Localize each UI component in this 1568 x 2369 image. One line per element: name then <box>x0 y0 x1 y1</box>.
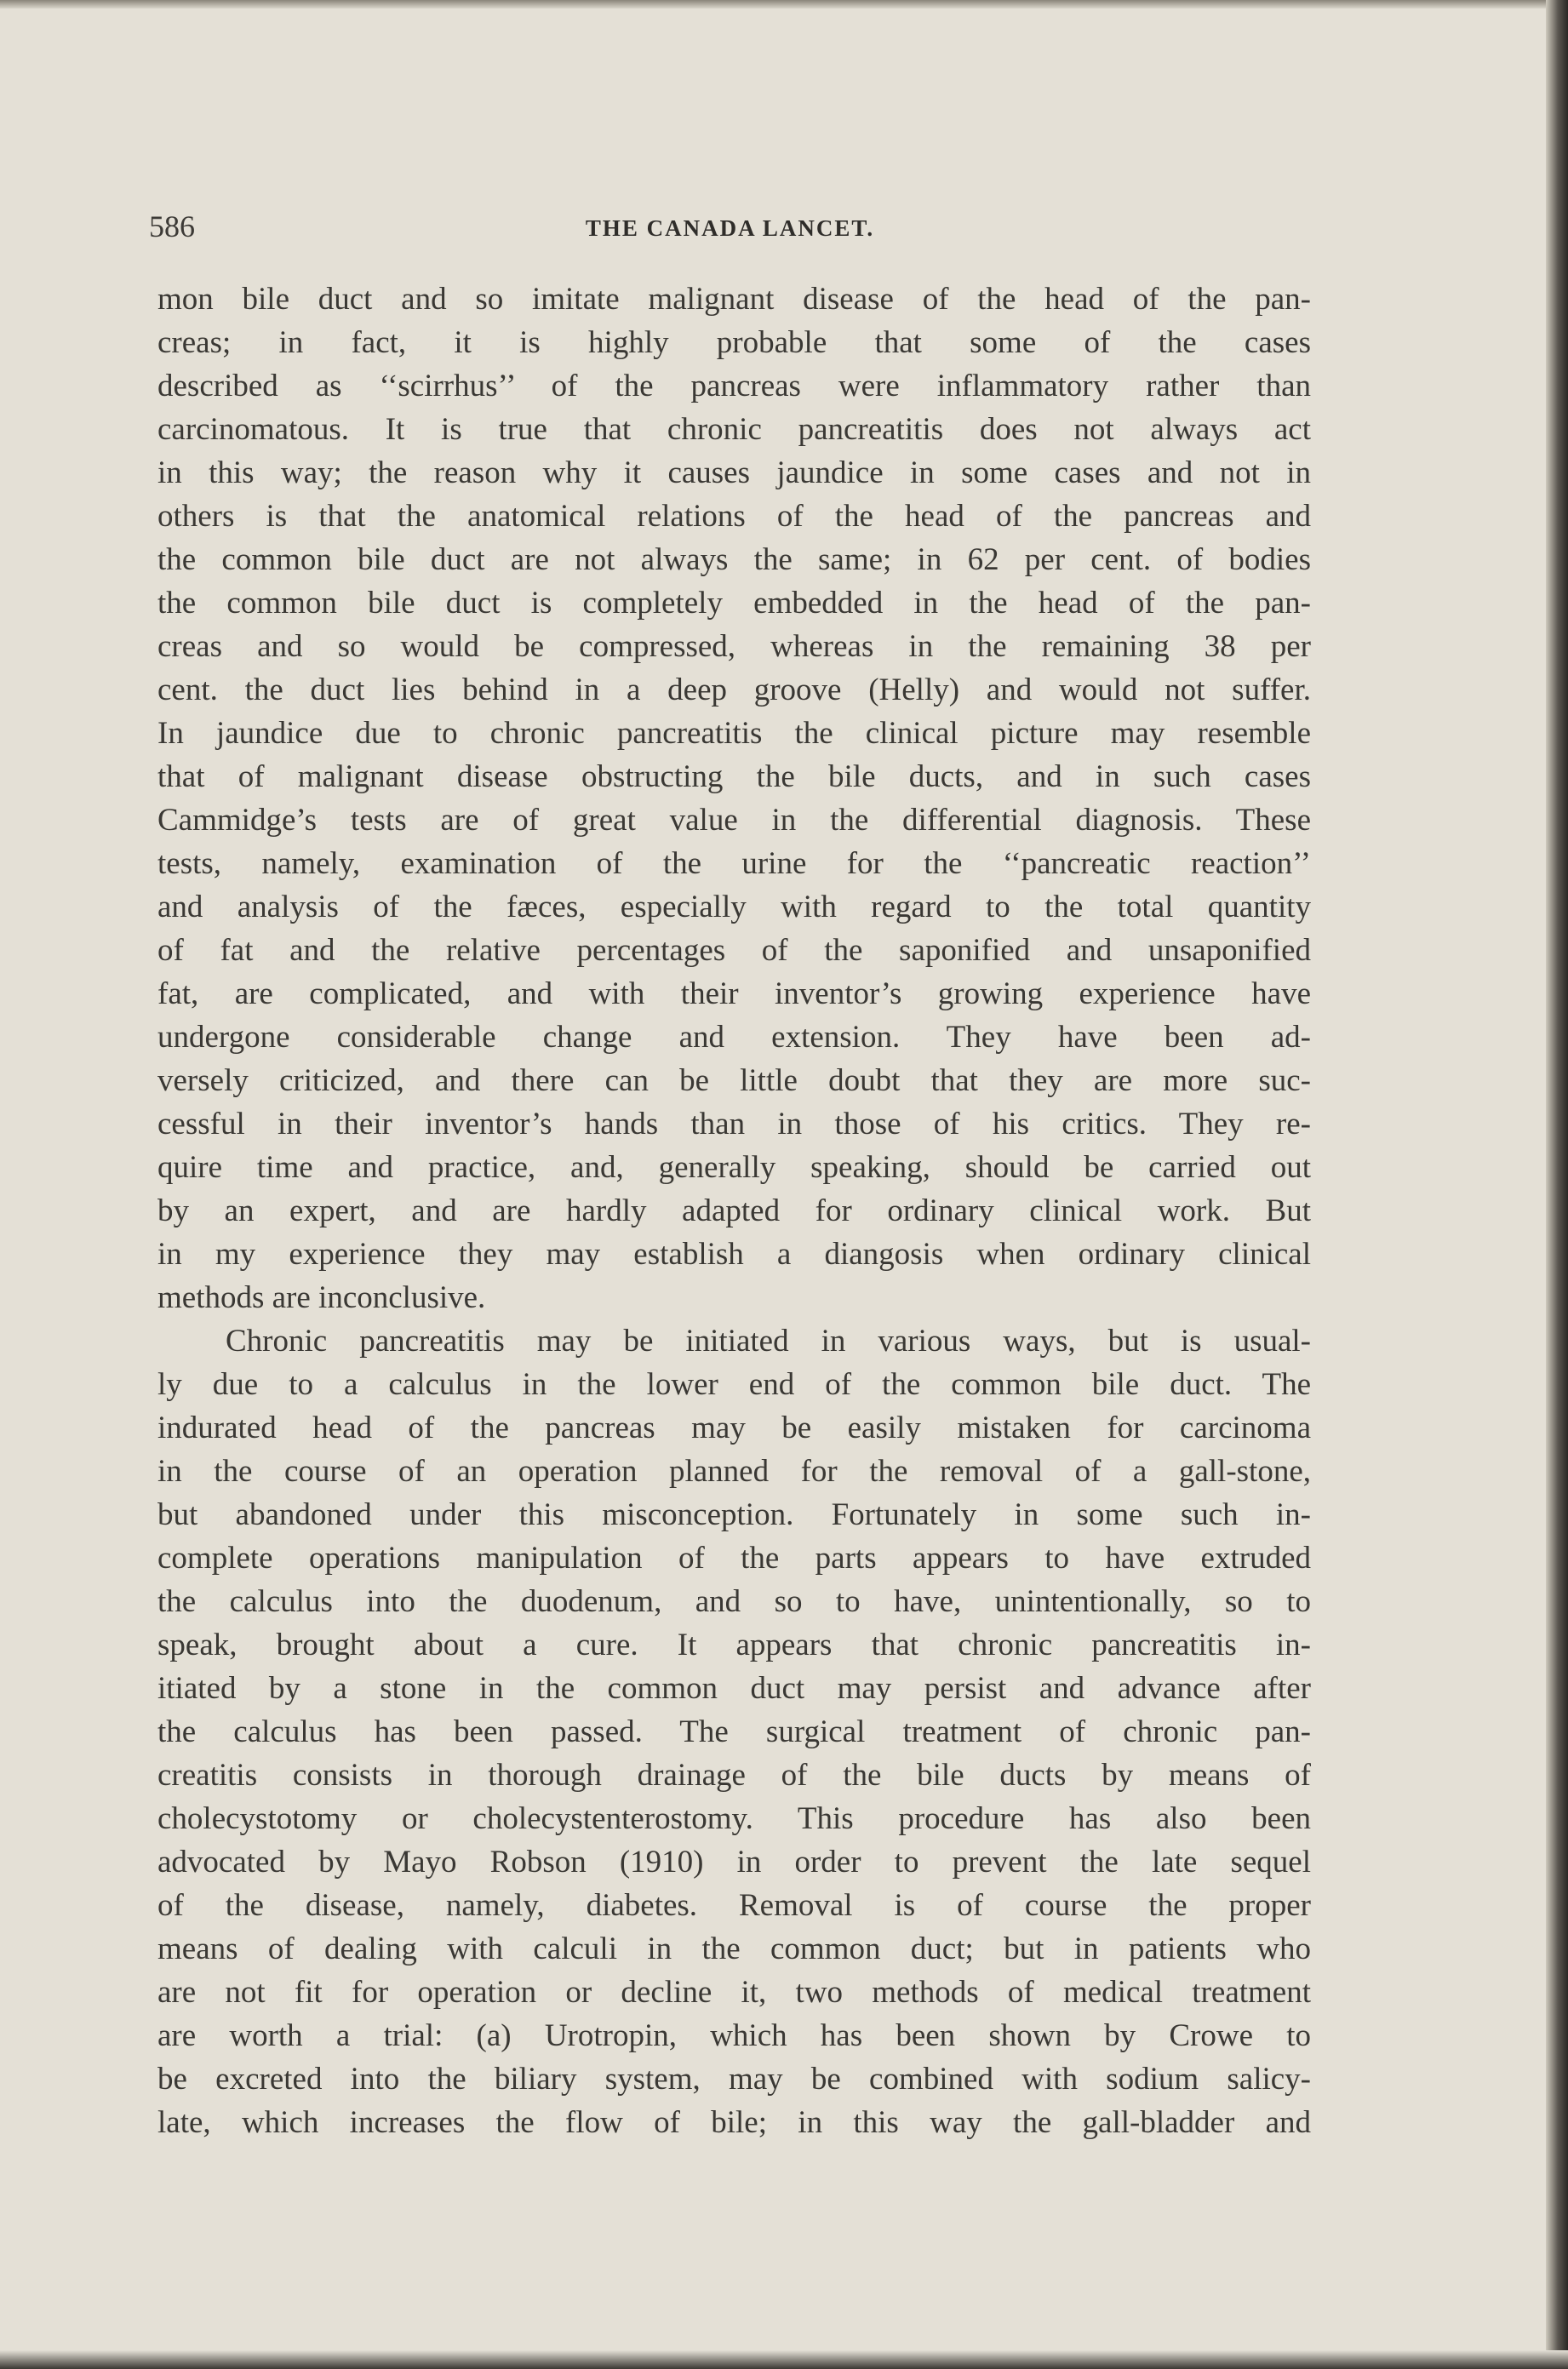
text-line: the common bile duct are not always the same; in 62 per cent. of bodies <box>157 542 1311 577</box>
text-line: cholecystotomy or cholecystenterostomy. This procedure has also been <box>157 1801 1311 1836</box>
text-line: In jaundice due to chronic pancreatitis the clinical picture may resemble <box>157 716 1311 751</box>
text-line: mon bile duct and so imitate malignant disease of the head of the pan- <box>157 282 1311 317</box>
text-line: undergone considerable change and extension. They have been ad- <box>157 1020 1311 1055</box>
text-line: tests, namely, examination of the urine for the ‘‘pancreatic reaction’’ <box>157 846 1311 881</box>
text-line: Cammidge’s tests are of great value in the differential diagnosis. These <box>157 803 1311 838</box>
text-line: in this way; the reason why it causes jaundice in some cases and not in <box>157 455 1311 490</box>
text-line: but abandoned under this misconception. Fortunately in some such in- <box>157 1497 1311 1532</box>
text-line: indurated head of the pancreas may be easily mistaken for carcinoma <box>157 1411 1311 1445</box>
text-line: the calculus into the duodenum, and so to have, unintentionally, so to <box>157 1584 1311 1619</box>
page-header <box>149 209 1311 251</box>
page-top-edge <box>0 0 1568 9</box>
text-line: described as ‘‘scirrhus’’ of the pancreas were inflammatory rather than <box>157 369 1311 403</box>
text-line: fat, are complicated, and with their inventor’s growing experience have <box>157 976 1311 1011</box>
text-line: of the disease, namely, diabetes. Removal is of course the proper <box>157 1888 1311 1923</box>
running-head: THE CANADA LANCET. <box>585 215 875 241</box>
text-line: itiated by a stone in the common duct may persist and advance after <box>157 1671 1311 1706</box>
text-line: others is that the anatomical relations of the head of the pancreas and <box>157 499 1311 534</box>
paragraph-first-line: Chronic pancreatitis may be initiated in various ways, but is usual- <box>226 1324 1311 1359</box>
page-bottom-edge <box>0 2350 1568 2369</box>
page-number: 586 <box>149 209 195 243</box>
text-line: means of dealing with calculi in the common duct; but in patients who <box>157 1931 1311 1966</box>
book-spine-shadow <box>1546 0 1568 2369</box>
text-line: are worth a trial: (a) Urotropin, which has been shown by Crowe to <box>157 2018 1311 2053</box>
text-line: and analysis of the fæces, especially with regard to the total quantity <box>157 890 1311 924</box>
text-line: of fat and the relative percentages of the saponified and unsaponified <box>157 933 1311 968</box>
text-line: advocated by Mayo Robson (1910) in order to prevent the late sequel <box>157 1845 1311 1880</box>
text-line: the calculus has been passed. The surgical treatment of chronic pan- <box>157 1714 1311 1749</box>
text-line: creatitis consists in thorough drainage of the bile ducts by means of <box>157 1758 1311 1793</box>
text-line: speak, brought about a cure. It appears that chronic pancreatitis in- <box>157 1628 1311 1662</box>
text-line: creas; in fact, it is highly probable that some of the cases <box>157 325 1311 360</box>
text-line: creas and so would be compressed, whereas in the remaining 38 per <box>157 629 1311 664</box>
text-line: are not fit for operation or decline it, two methods of medical treatment <box>157 1975 1311 2010</box>
text-line: in my experience they may establish a diangosis when ordinary clinical <box>157 1237 1311 1272</box>
text-line: versely criticized, and there can be little doubt that they are more suc- <box>157 1063 1311 1098</box>
text-line: quire time and practice, and, generally speaking, should be carried out <box>157 1150 1311 1185</box>
text-line: ly due to a calculus in the lower end of the common bile duct. The <box>157 1367 1311 1402</box>
text-line: the common bile duct is completely embedded in the head of the pan- <box>157 586 1311 621</box>
text-line: cent. the duct lies behind in a deep groove (Helly) and would not suffer. <box>157 672 1311 707</box>
body-text <box>157 278 1311 2144</box>
text-line: complete operations manipulation of the parts appears to have extruded <box>157 1541 1311 1576</box>
text-line: be excreted into the biliary system, may be combined with sodium salicy- <box>157 2062 1311 2097</box>
text-line: by an expert, and are hardly adapted for ordinary clinical work. But <box>157 1193 1311 1228</box>
text-line: cessful in their inventor’s hands than in those of his critics. They re- <box>157 1107 1311 1142</box>
text-line: late, which increases the flow of bile; in this way the gall-bladder and <box>157 2105 1311 2140</box>
paragraph-last-line: methods are inconclusive. <box>157 1280 486 1315</box>
text-line: that of malignant disease obstructing the bile ducts, and in such cases <box>157 759 1311 794</box>
text-line: in the course of an operation planned for the removal of a gall-stone, <box>157 1454 1311 1489</box>
text-line: carcinomatous. It is true that chronic pancreatitis does not always act <box>157 412 1311 447</box>
